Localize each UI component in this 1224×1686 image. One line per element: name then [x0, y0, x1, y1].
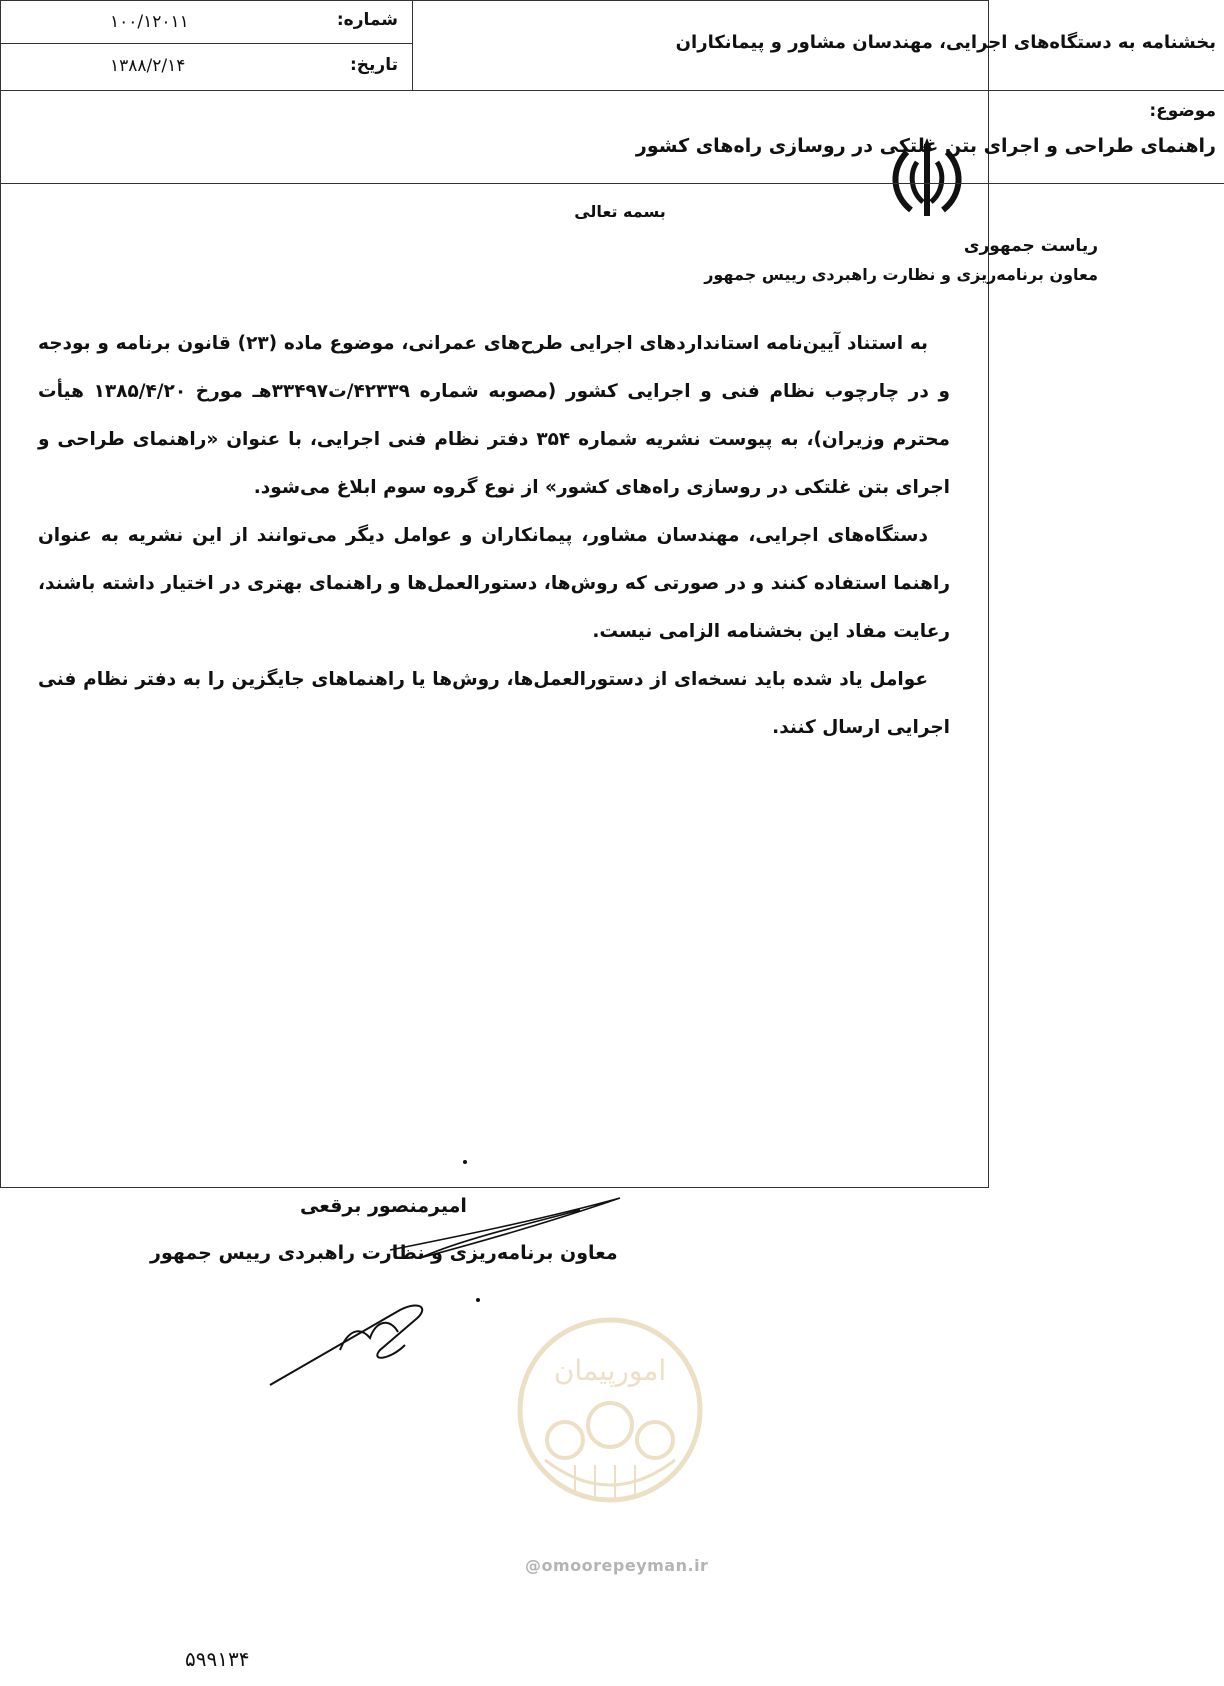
organization-subtitle: معاون برنامه‌ریزی و نظارت راهبردی رییس جمهور — [704, 265, 1098, 284]
date-value: ۱۳۸۸/۲/۱۴ — [110, 56, 186, 76]
letter-body — [38, 320, 950, 752]
date-label: تاریخ: — [350, 55, 398, 75]
body-paragraph-2: دستگاه‌های اجرایی، مهندسان مشاور، پیمانکاران و عوامل دیگر می‌توانند از این نشریه به عنوان راهنما استفاده کنند و در صورتی که روش‌ها، دستورالعمل‌ها و راهنمای بهتری در اختیار داشته باشند، رعایت مفاد این بخشنامه الزامی نیست. — [38, 525, 950, 642]
body-paragraph-1-end: » از نوع گروه سوم ابلاغ می‌شود. — [253, 477, 557, 498]
basmala-heading: بسمه تعالی — [574, 202, 666, 221]
body-paragraph-1 — [38, 320, 950, 512]
signer-title: معاون برنامه‌ریزی و نظارت راهبردی رییس جمهور — [150, 1242, 618, 1264]
reference-divider — [0, 43, 412, 44]
reference-box — [0, 0, 413, 90]
seal-lettering: امورپیمان — [553, 1354, 667, 1387]
subject-row — [0, 91, 1224, 184]
omoorepeyman-seal-icon — [515, 1310, 705, 1510]
number-label: شماره: — [336, 10, 398, 30]
footer-number: ۵۹۹۱۳۴ — [185, 1647, 250, 1671]
number-value: ۱۰۰/۱۲۰۱۱ — [110, 12, 189, 32]
signer-name: امیرمنصور برقعی — [300, 1195, 467, 1217]
watermark-text: @omoorepeyman.ir — [525, 1556, 709, 1575]
body-paragraph-1-start: به استناد آیین‌نامه استانداردهای اجرایی طرح‌های عمرانی، موضوع ماده (۲۳) قانون برنامه و بودجه و در چارچوب نظام فنی و اجرایی کشور (مصوبه شماره ۴۲۳۳۹/ت۳۳۴۹۷هـ مورخ ۱۳۸۵/۴/۲۰ هیأت محترم وزیران)، به پیوست نشریه شماره ۳۵۴ دفتر نظام فنی اجرایی، با عنوان « — [38, 333, 950, 450]
subject-text: راهنمای طراحی و اجرای بتن غلتکی در روسازی راه‌های کشور — [635, 135, 1216, 157]
organization-title: ریاست جمهوری — [963, 236, 1098, 256]
body-paragraph-3: عوامل یاد شده باید نسخه‌ای از دستورالعمل‌ها، روش‌ها یا راهنماهای جایگزین را به دفتر نظام فنی اجرایی ارسال کنند. — [38, 669, 950, 738]
letter-header-row — [0, 0, 1224, 91]
publication-title: راهنمای طراحی و اجرای بتن غلتکی در روسازی راه‌های کشور — [38, 429, 950, 498]
subject-label: موضوع: — [1149, 101, 1216, 121]
recipients-line: بخشنامه به دستگاه‌های اجرایی، مهندسان مشاور و پیمانکاران — [675, 32, 1216, 53]
